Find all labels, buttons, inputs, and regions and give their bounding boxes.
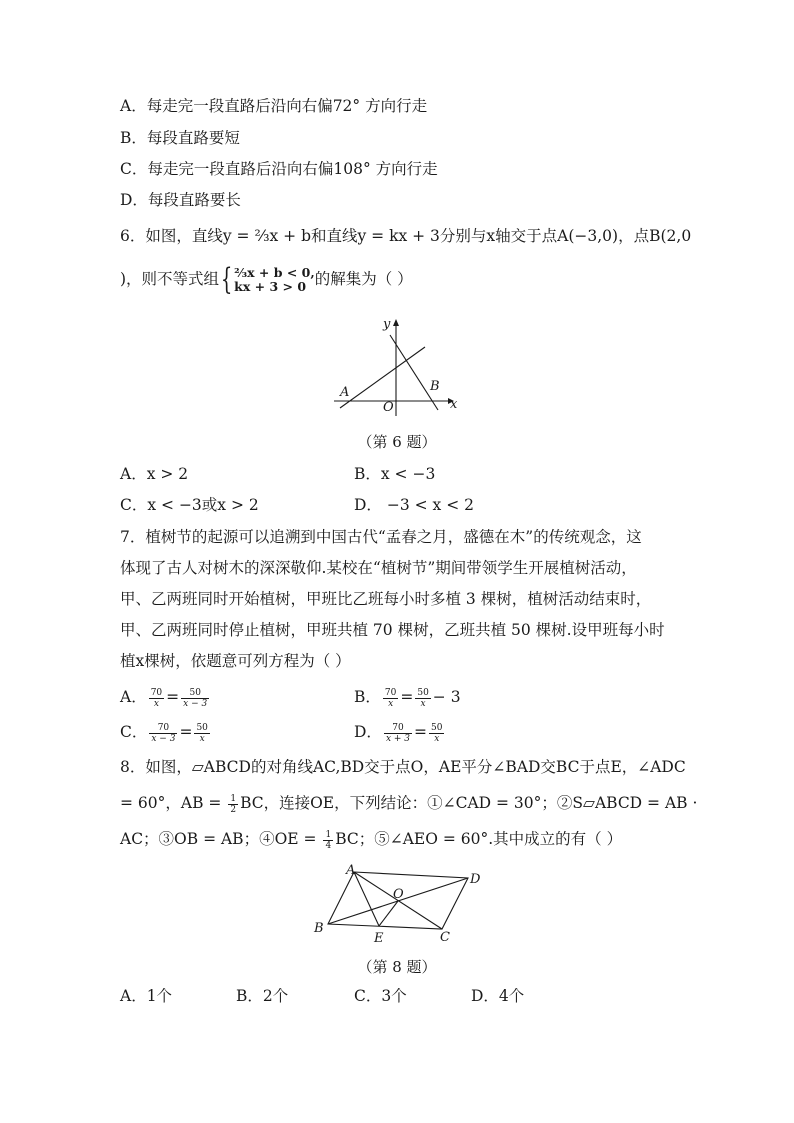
q7-option-d: [354, 718, 446, 746]
q5-option-d: D．每段直路要长: [120, 191, 241, 209]
q8-label-e: E: [374, 931, 384, 946]
q6-option-b: B．x < −3: [354, 465, 436, 483]
q6-system-top: ⅔x + b < 0,: [234, 265, 315, 280]
q6-label-b: B: [430, 379, 440, 394]
q8-line2-start: = 60°，AB =: [120, 794, 227, 812]
q7-c-frac-left: $\frac{70}{x - 3}$: [151, 722, 176, 744]
q7-option-a-label: A．: [120, 688, 147, 706]
q8-line3-start: AC；③OB = AB；④OE =: [120, 830, 322, 848]
q8-stem-line3: [120, 826, 622, 852]
q7-b-frac-right: $\frac{50}{x}$: [417, 687, 429, 709]
q7-c-frac-right: $\frac{50}{x}$: [196, 722, 208, 744]
q6-option-c: C．x < −3或x > 2: [120, 496, 259, 514]
q6-system-brace: {: [220, 262, 233, 297]
q6-stem-line1: 6．如图，直线y = ⅔x + b和直线y = kx + 3分别与x轴交于点A(−3,0)，点B(2,0: [120, 227, 692, 245]
q7-stem-line2: 体现了古人对树木的深深敬仰.某校在“植树节”期间带领学生开展植树活动，: [120, 559, 637, 577]
q7-stem-line4: 甲、乙两班同时停止植树，甲班共植 70 棵树，乙班共植 50 棵树.设甲班每小时: [120, 621, 665, 639]
q7-stem-line5: 植x棵树，依题意可列方程为（ ）: [120, 652, 351, 670]
q7-option-b-label: B．: [354, 688, 381, 706]
q6-label-y: y: [383, 317, 391, 332]
q6-line-a: [340, 347, 425, 408]
q8-label-b: B: [314, 921, 324, 936]
q7-option-d-label: D．: [354, 723, 382, 741]
q7-d-frac-left: $\frac{70}{x + 3}$: [385, 722, 411, 744]
q6-label-a: A: [340, 385, 350, 400]
q8-line3-end: BC；⑤∠AEO = 60°.其中成立的有（ ）: [335, 830, 623, 848]
q6-caption: （第 6 题）: [357, 433, 437, 451]
q7-option-a: [120, 683, 211, 711]
q6-option-d: D． −3 < x < 2: [354, 496, 474, 514]
q6-stem-line2: [120, 262, 413, 296]
q8-line2-end: BC，连接OE，下列结论：①∠CAD = 30°；②S▱ABCD = AB ·: [240, 794, 698, 812]
q8-option-a: A．1个: [120, 987, 173, 1005]
q8-fraction-quarter: $\frac{1}{4}$: [325, 829, 332, 851]
q7-b-equals: =: [400, 688, 414, 706]
q5-option-c: C．每走完一段直路后沿向右偏108° 方向行走: [120, 160, 438, 178]
q8-label-o: O: [393, 887, 404, 902]
q8-fraction-half: $\frac{1}{2}$: [230, 793, 237, 815]
q6-system-bottom: kx + 3 > 0: [234, 279, 307, 294]
q8-caption: （第 8 题）: [357, 958, 437, 976]
q6-label-o: O: [383, 400, 394, 415]
q7-a-equals: =: [166, 688, 180, 706]
q6-stem-pre: )，则不等式组: [120, 270, 220, 288]
q7-option-c: [120, 718, 212, 746]
q7-c-equals: =: [179, 723, 193, 741]
q6-y-arrow: [393, 319, 399, 326]
q8-option-b: B．2个: [236, 987, 289, 1005]
q7-option-b: [354, 683, 461, 711]
q8-option-c: C．3个: [354, 987, 407, 1005]
q6-option-a: A．x > 2: [120, 465, 189, 483]
q7-d-frac-right: $\frac{50}{x}$: [431, 722, 443, 744]
q7-stem-line3: 甲、乙两班同时开始植树，甲班比乙班每小时多植 3 棵树，植树活动结束时，: [120, 590, 652, 608]
q8-option-d: D．4个: [471, 987, 525, 1005]
q5-option-b: B．每段直路要短: [120, 129, 240, 147]
q6-stem-post: 的解集为（ ）: [314, 270, 413, 288]
q8-stem-line2: [120, 790, 697, 816]
q8-figure: [308, 860, 492, 950]
q6-label-x: x: [450, 397, 458, 412]
q7-b-tail: − 3: [432, 688, 461, 706]
q7-a-frac-left: $\frac{70}{x}$: [150, 687, 163, 709]
q7-stem-line1: 7．植树节的起源可以追溯到中国古代“孟春之月，盛德在木”的传统观念，这: [120, 528, 642, 546]
q7-a-frac-right: $\frac{50}{x - 3}$: [183, 687, 208, 709]
q8-stem-line1: 8．如图，▱ABCD的对角线AC,BD交于点O，AE平分∠BAD交BC于点E，∠ADC: [120, 758, 686, 776]
q5-option-a: A．每走完一段直路后沿向右偏72° 方向行走: [120, 97, 428, 115]
q7-b-frac-left: $\frac{70}{x}$: [384, 687, 397, 709]
q8-label-d: D: [470, 872, 481, 887]
q8-label-a: A: [346, 863, 356, 878]
q6-line-b: [390, 335, 438, 410]
q6-inequality-system: [234, 266, 315, 294]
q7-option-c-label: C．: [120, 723, 148, 741]
q6-figure: [328, 312, 468, 424]
q8-label-c: C: [440, 930, 450, 945]
q8-segment-oe: [379, 901, 398, 926]
q7-d-equals: =: [414, 723, 428, 741]
